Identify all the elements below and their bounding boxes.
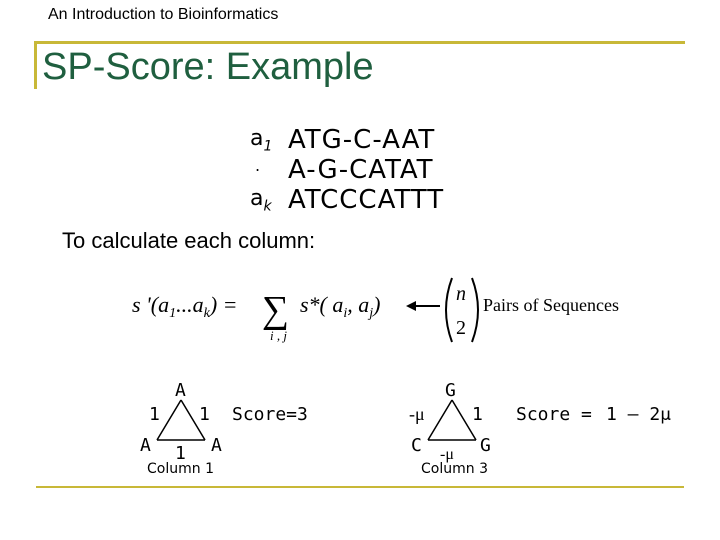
binomial-left-paren: [446, 278, 452, 342]
tri3-bottom-right: G: [480, 435, 491, 456]
tri1-top: A: [175, 380, 186, 401]
tri3-bottom-weight: -μ: [440, 446, 454, 463]
pairs-label: Pairs of Sequences: [483, 295, 619, 315]
tri3-top: G: [445, 380, 456, 401]
tri1-bottom-weight: 1: [175, 443, 186, 464]
binomial-bottom: 2: [456, 317, 466, 339]
footer-rule: [36, 486, 684, 488]
tri3-left-edge: [428, 400, 452, 440]
tri1-bottom-left: A: [140, 435, 151, 456]
sequence-row-1: ATG-C-AAT: [288, 125, 436, 155]
column3-score-value: 1 – 2μ: [606, 404, 672, 425]
tri3-right-weight: 1: [472, 404, 483, 425]
row-label-letter: a: [250, 126, 264, 151]
slide-title: SP-Score: Example: [42, 46, 374, 88]
tri1-bottom-right: A: [211, 435, 222, 456]
header-text: An Introduction to Bioinformatics: [48, 6, 279, 23]
summation-subscript: i , j: [270, 328, 287, 343]
binomial-right-paren: [472, 278, 478, 342]
tri1-right-weight: 1: [199, 404, 210, 425]
formula-rhs: s*( $a_i$, $a_j$): [300, 292, 381, 321]
tri1-left-weight: 1: [149, 404, 160, 425]
summation-sign: ∑: [262, 289, 290, 331]
arrow-left-icon: [406, 301, 416, 311]
binomial-top: n: [456, 283, 466, 305]
column3-caption: Column 3: [421, 461, 488, 477]
calculate-instruction: To calculate each column:: [62, 228, 316, 253]
sequence-row-3: ATCCCATTT: [288, 185, 445, 215]
column1-score: Score=3: [232, 404, 308, 425]
row-label-sub: k: [263, 198, 272, 215]
tri3-bottom-left: C: [411, 435, 422, 456]
formula-lhs: s '$(a_1...a_k)$ =: [132, 292, 238, 321]
row-label-letter: a: [250, 186, 264, 211]
sequence-row-2: A-G-CATAT: [288, 155, 434, 185]
column3-score-label: Score =: [516, 404, 592, 425]
row-label-dot: .: [255, 156, 261, 175]
tri1-left-edge: [157, 400, 181, 440]
tri3-left-weight: -μ: [409, 404, 425, 424]
row-label-sub: 1: [263, 138, 273, 155]
column1-caption: Column 1: [147, 461, 214, 477]
